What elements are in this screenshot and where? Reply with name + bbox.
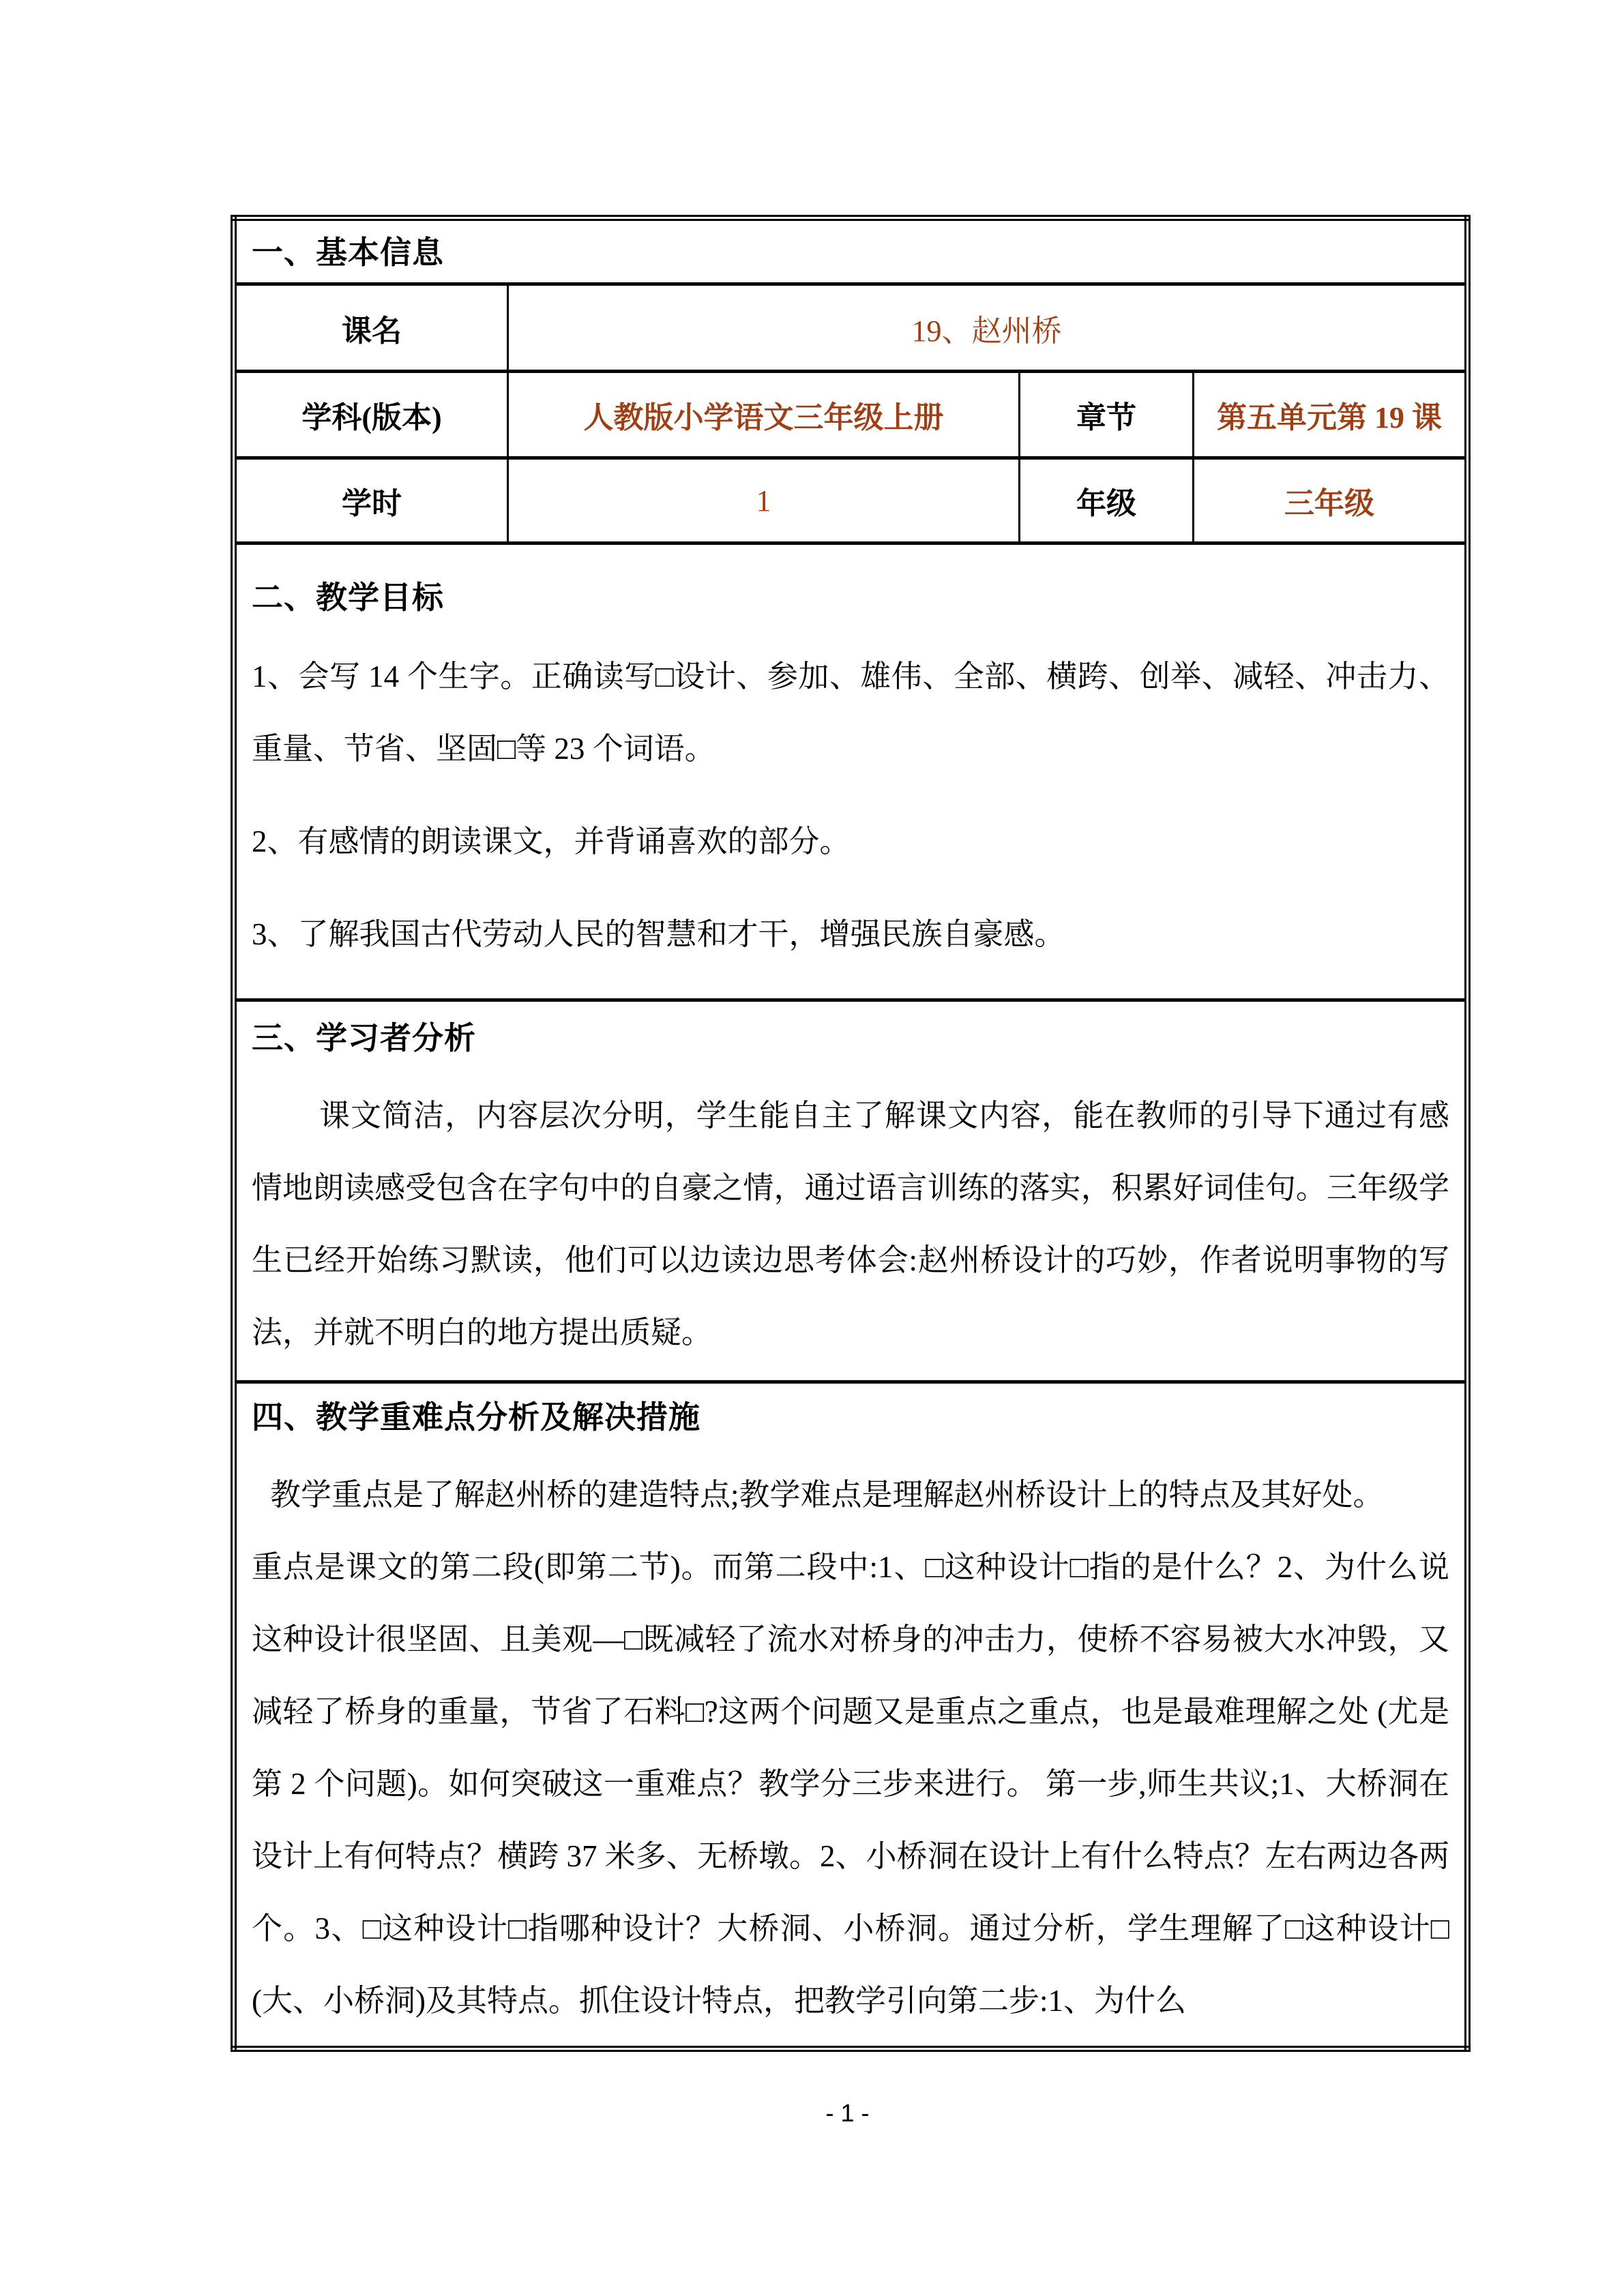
section-title-basic-info: 一、基本信息 xyxy=(252,235,444,270)
section-learner-analysis-row xyxy=(234,1000,1468,1382)
lesson-plan-table xyxy=(231,215,1471,2052)
objective-item-3: 3、了解我国古代劳动人民的智慧和才干，增强民族自豪感。 xyxy=(252,916,1065,951)
section-objectives-row xyxy=(234,543,1468,1000)
section-objectives-cell xyxy=(234,543,1468,1000)
objective-item-2: 2、有感情的朗读课文，并背诵喜欢的部分。 xyxy=(252,824,851,859)
key-points-paragraph-2: 重点是课文的第二段(即第二节)。而第二段中:1、□这种设计□指的是什么？2、为什么说这种设计很坚固、且美观—□既减轻了流水对桥身的冲击力，使桥不容易被大水冲毁，又减轻了桥身的重量，节省了石料□?这两个问题又是重点之重点，也是最难理解之处 (尤是第 2 个问题)。如何突破这一重难点？教学分三步来进行。 第一步,师生共议;1、大桥洞在设计上有何特点？横跨 37 米多、无桥墩。2、小桥洞在设计上有什么特点？左右两边各两个。3、□这种设计□指哪种设计？大桥洞、小桥洞。通过分析，学生理解了□这种设计□(大、小桥洞)及其特点。抓住设计特点，把教学引向第二步:1、为什么 xyxy=(252,1549,1449,2018)
chapter-label: 章节 xyxy=(1020,372,1194,458)
section-basic-info-header-cell xyxy=(234,218,1468,284)
course-name-label: 课名 xyxy=(234,284,508,372)
grade-label: 年级 xyxy=(1020,458,1194,543)
section-title-objectives: 二、教学目标 xyxy=(252,580,444,615)
subject-chapter-row xyxy=(234,372,1468,458)
section-key-points-row xyxy=(234,1382,1468,2049)
grade-value: 三年级 xyxy=(1194,458,1468,543)
section-learner-analysis-cell xyxy=(234,1000,1468,1382)
subject-label: 学科(版本) xyxy=(234,372,508,458)
subject-value: 人教版小学语文三年级上册 xyxy=(508,372,1020,458)
hours-value: 1 xyxy=(508,458,1020,543)
section-title-learner-analysis: 三、学习者分析 xyxy=(252,1020,476,1056)
page-number: - 1 - xyxy=(825,2099,870,2127)
section-key-points-cell xyxy=(234,1382,1468,2049)
hours-label: 学时 xyxy=(234,458,508,543)
hours-grade-row xyxy=(234,458,1468,543)
key-points-paragraph-1: 教学重点是了解赵州桥的建造特点;教学难点是理解赵州桥设计上的特点及其好处。 xyxy=(270,1477,1384,1512)
section-basic-info-header-row xyxy=(234,218,1468,284)
course-name-row xyxy=(234,284,1468,372)
chapter-value: 第五单元第 19 课 xyxy=(1194,372,1468,458)
objective-item-1: 1、会写 14 个生字。正确读写□设计、参加、雄伟、全部、横跨、创举、减轻、冲击力、重量、节省、坚固□等 23 个词语。 xyxy=(252,659,1449,766)
learner-analysis-paragraph: 课文简洁，内容层次分明，学生能自主了解课文内容，能在教师的引导下通过有感情地朗读感受包含在字句中的自豪之情，通过语言训练的落实，积累好词佳句。三年级学生已经开始练习默读，他们可以边读边思考体会:赵州桥设计的巧妙，作者说明事物的写法，并就不明白的地方提出质疑。 xyxy=(252,1098,1449,1350)
course-name-value: 19、赵州桥 xyxy=(508,284,1468,372)
section-title-key-points: 四、教学重难点分析及解决措施 xyxy=(252,1399,700,1435)
